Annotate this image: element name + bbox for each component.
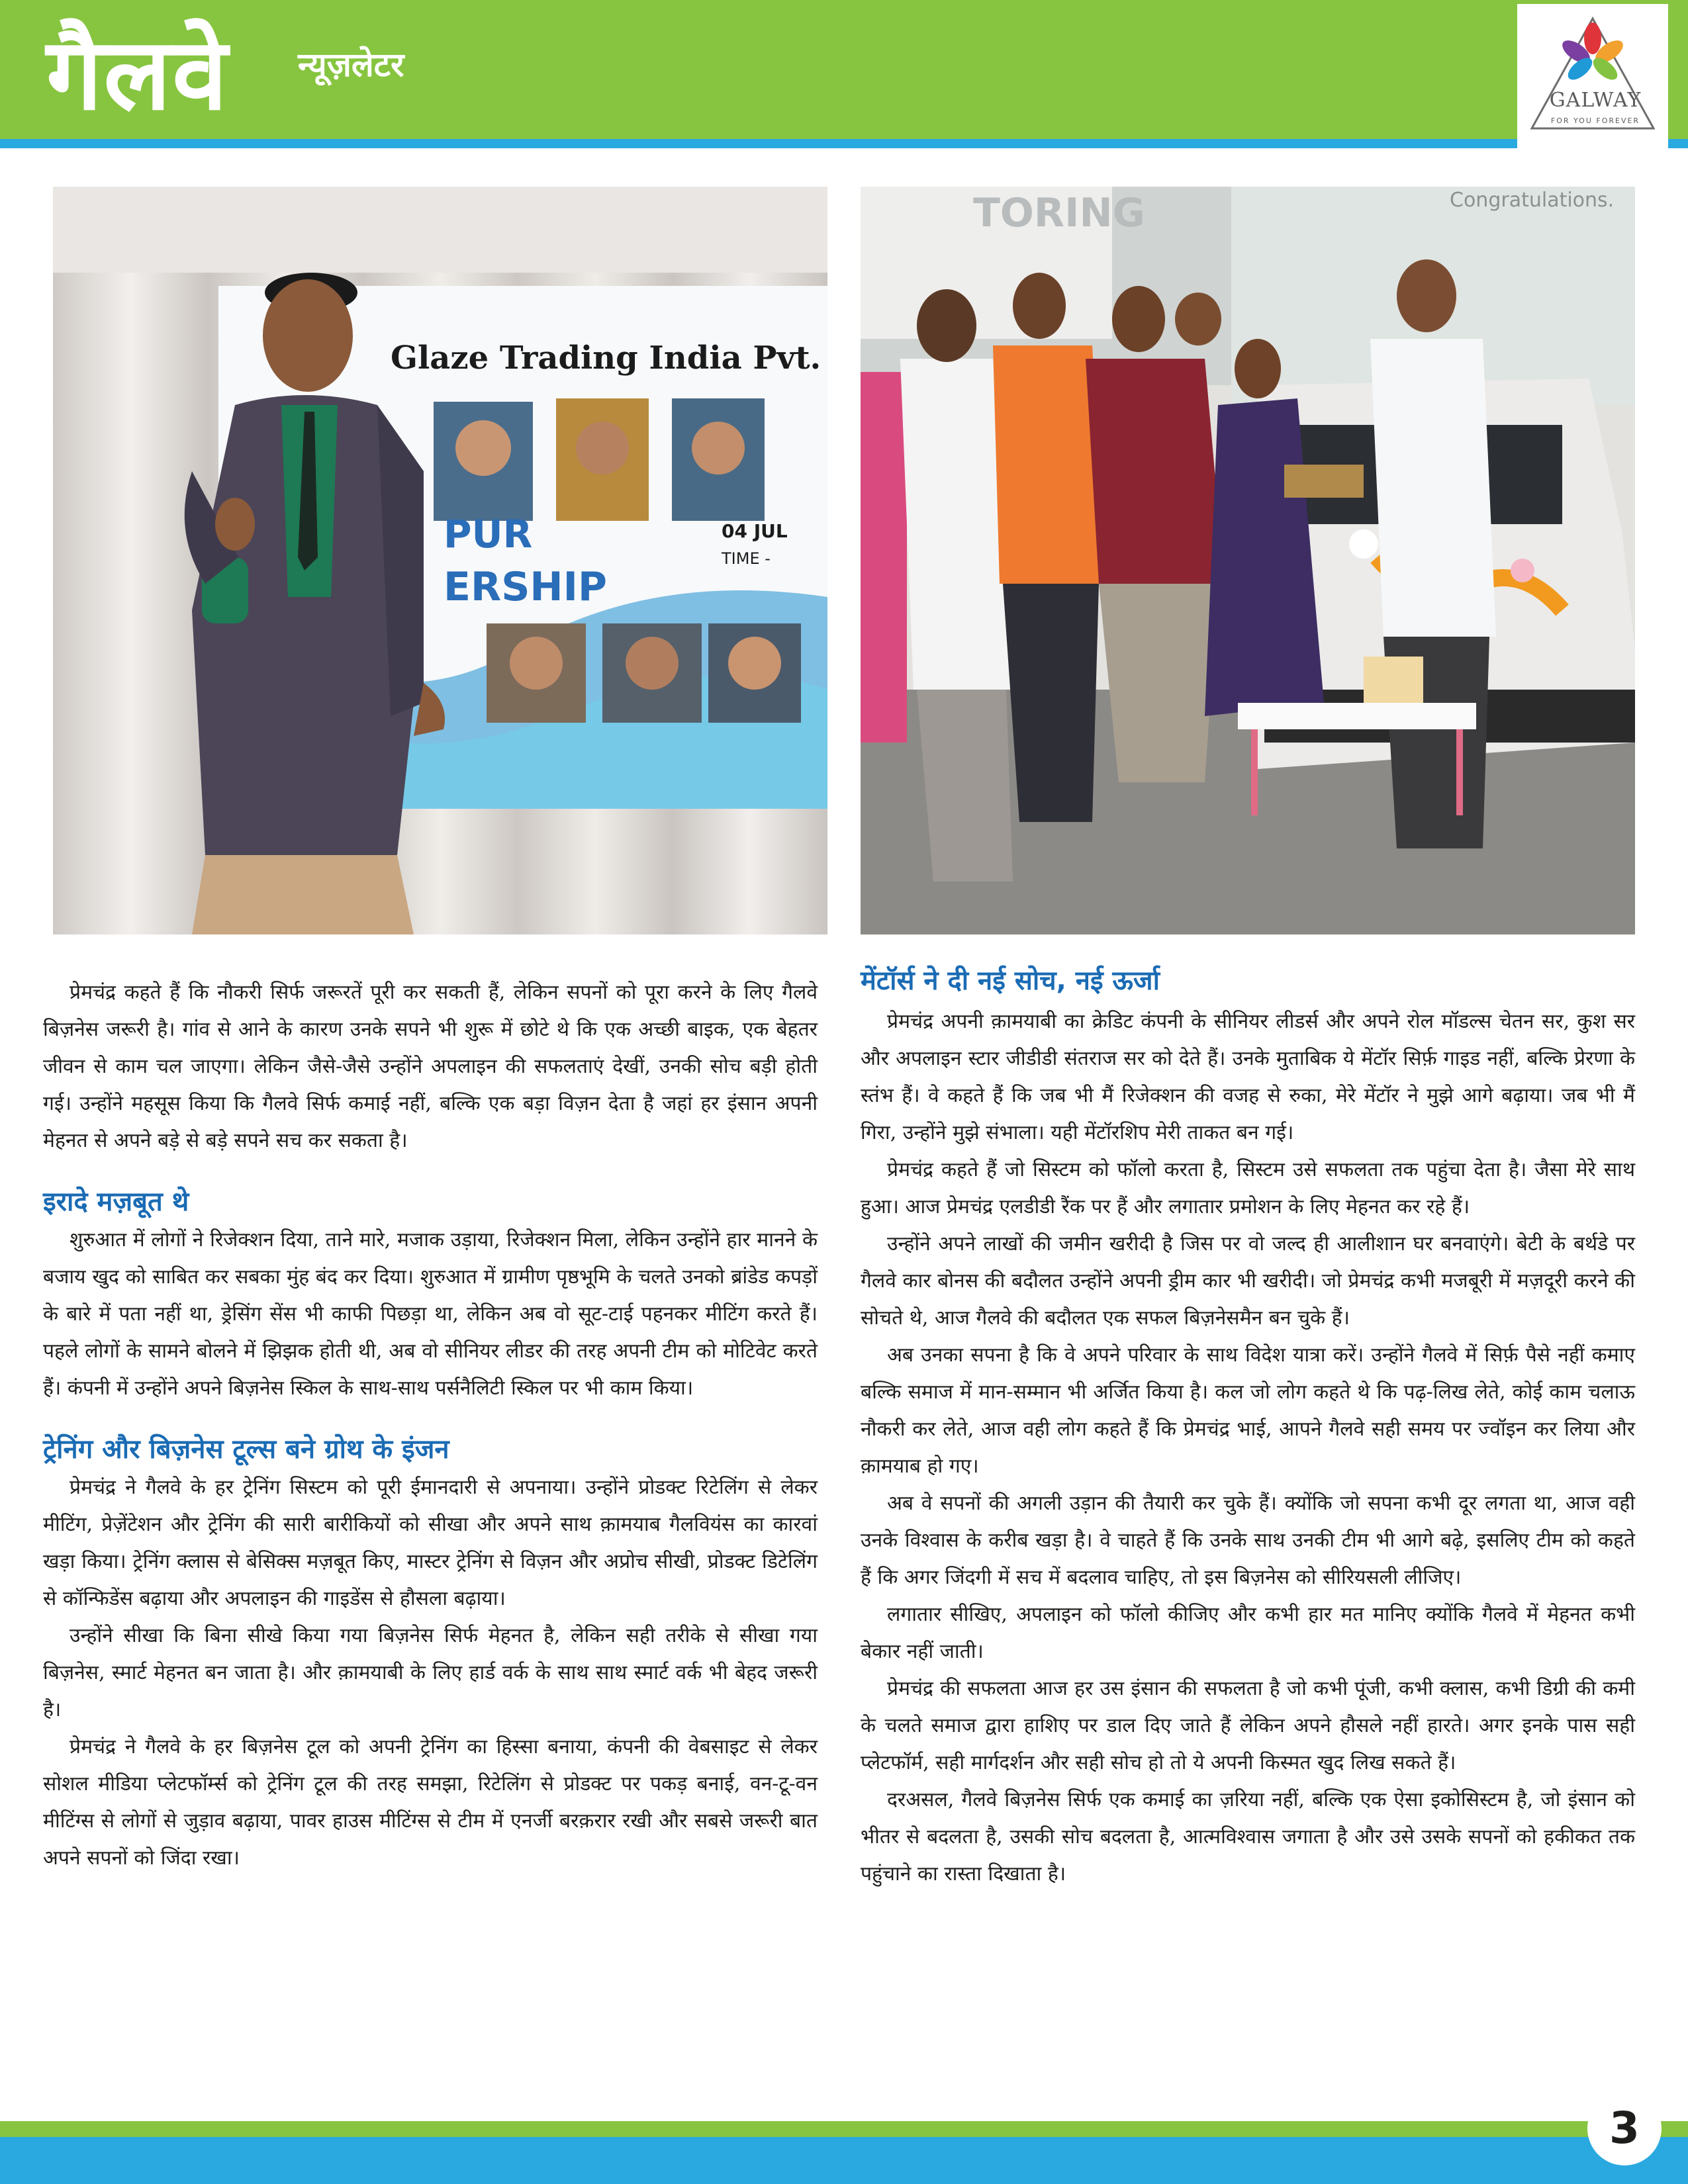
- section-heading-training-tools: ट्रेनिंग और बिज़नेस टूल्स बने ग्रोथ के इंजन: [43, 1434, 449, 1465]
- logo-name: GALWAY: [1549, 89, 1642, 112]
- paragraph-ecosystem: दरअसल, गैलवे बिज़नेस सिर्फ एक कमाई का ज़रिया नहीं, बल्कि एक ऐसा इकोसिस्टम है, जो इंसान को भीतर से बदलता है, उसकी सोच बदलता है, आत्मविश्वास जगाता है और उसे उसके सपनों को हकीकत तक पहुंचाने का रास्ता दिखाता है।: [861, 1788, 1635, 1886]
- masthead-title: गैलवे: [46, 17, 229, 132]
- left-column: [43, 974, 818, 1877]
- right-column: [861, 961, 1635, 1893]
- banner-word-2: ERSHIP: [444, 564, 607, 610]
- banner-word-1: PUR: [444, 512, 533, 557]
- footer-stripe: [0, 2137, 1688, 2184]
- photo-speaker-at-banner: [53, 187, 827, 934]
- paragraph-business-tools: प्रेमचंद्र ने गैलवे के हर बिज़नेस टूल को अपनी ट्रेनिंग का हिस्सा बनाया, कंपनी की वेबसाइट से लेकर सोशल मीडिया प्लेटफॉर्म्स को ट्रेनिंग टूल की तरह समझा, रिटेलिंग से प्रोडक्ट पर पकड़ बनाई, वन-टू-वन मीटिंग्स से लोगों से जुड़ाव बढ़ाया, पावर हाउस मीटिंग्स से टीम में एनर्जी बरक़रार रखी और सबसे जरूरी बात अपने सपनों को जिंदा रखा।: [43, 1735, 818, 1870]
- paragraph-mentors: प्रेमचंद्र अपनी क़ामयाबी का क्रेडिट कंपनी के सीनियर लीडर्स और अपने रोल मॉडल्स चेतन सर, कुश सर और अपलाइन स्टार जीडीडी संतराज सर को देते हैं। उनके मुताबिक ये मेंटॉर सिर्फ़ गाइड नहीं, बल्कि प्रेरणा के स्तंभ हैं। वे कहते हैं कि जब भी मैं रिजेक्शन की वजह से रुका, मेरे मेंटॉर ने मुझे आगे बढ़ाया। जब भी मैं गिरा, उन्होंने मुझे संभाला। यही मेंटॉरशिप मेरी ताकत बन गई।: [861, 1010, 1635, 1144]
- banner-title: Glaze Trading India Pvt.: [391, 340, 821, 377]
- logo-tagline: FOR YOU FOREVER: [1550, 116, 1640, 125]
- galway-logo-icon: [1517, 4, 1668, 148]
- congrats-text: Congratulations.: [1450, 189, 1615, 212]
- paragraph-keep-learning: लगातार सीखिए, अपलाइन को फॉलो कीजिए और कभी हार मत मानिए क्योंकि गैलवे में मेहनत कभी बेकार नहीं जाती।: [861, 1603, 1635, 1663]
- paragraph-smart-work: उन्होंने सीखा कि बिना सीखे किया गया बिज़नेस सिर्फ मेहनत है, लेकिन सही तरीके से सीखा गया बिज़नेस, स्मार्ट मेहनत बन जाता है। और क़ामयाबी के लिए हार्ड वर्क के साथ साथ स्मार्ट वर्क भी बेहद जरूरी है।: [43, 1624, 818, 1721]
- photo-car-delivery: [861, 187, 1635, 934]
- paragraph-system: प्रेमचंद्र कहते हैं जो सिस्टम को फॉलो करता है, सिस्टम उसे सफलता तक पहुंचा देता है। जैसा मेरे साथ हुआ। आज प्रेमचंद्र एलडीडी रैंक पर हैं और लगातार प्रमोशन के लिए मेहनत कर रहे हैं।: [861, 1158, 1635, 1218]
- paragraph-travel-dream: अब उनका सपना है कि वे अपने परिवार के साथ विदेश यात्रा करें। उन्होंने गैलवे में सिर्फ़ पैसे नहीं कमाए बल्कि समाज में मान-सम्मान भी अर्जित किया है। कल जो लोग कहते थे कि पढ़-लिख लेते, कोई काम चलाऊ नौकरी कर लेते, आज वही लोग कहते हैं कि प्रेमचंद्र भाई, आपने गैलवे सही समय पर ज्वॉइन कर लिया और क़ामयाब हो गए।: [861, 1343, 1635, 1478]
- banner-date: 04 JUL: [722, 520, 788, 542]
- footer-band: [0, 2121, 1688, 2137]
- header-band: [0, 0, 1688, 139]
- banner-time: TIME -: [722, 549, 771, 568]
- masthead-subtitle: न्यूज़लेटर: [298, 46, 404, 84]
- paragraph-next-flight: अब वे सपनों की अगली उड़ान की तैयारी कर चुके हैं। क्योंकि जो सपना कभी दूर लगता था, आज वही उनके विश्वास के करीब खड़ा है। वे चाहते हैं कि उनके साथ उनकी टीम भी आगे बढ़े, इसलिए टीम को कहते हैं कि अगर जिंदगी में सच में बदलाव चाहिए, तो इस बिज़नेस को सीरियसली लीजिए।: [861, 1492, 1635, 1589]
- intro-paragraph: प्रेमचंद्र कहते हैं कि नौकरी सिर्फ जरूरतें पूरी कर सकती हैं, लेकिन सपनों को पूरा करने के लिए गैलवे बिज़नेस जरूरी है। गांव से आने के कारण उनके सपने भी शुरू में छोटे थे कि एक अच्छी बाइक, एक बेहतर जीवन से काम चल जाएगा। लेकिन जैसे-जैसे उन्होंने अपलाइन की सफलताएं देखीं, उनकी सोच बड़ी होती गई। उन्होंने महसूस किया कि गैलवे सिर्फ कमाई नहीं, बल्कि एक बड़ा विज़न देता है जहां हर इंसान अपनी मेहनत से अपने बड़े से बड़े सपने सच कर सकता है।: [43, 981, 818, 1152]
- galway-logo: [1517, 4, 1668, 148]
- page-number: 3: [1587, 2091, 1662, 2165]
- section-heading-determination: इरादे मज़बूत थे: [43, 1187, 189, 1217]
- showroom-sign: TORING: [973, 190, 1145, 236]
- paragraph-training: प्रेमचंद्र ने गैलवे के हर ट्रेनिंग सिस्टम को पूरी ईमानदारी से अपनाया। उन्होंने प्रोडक्ट रिटेलिंग से लेकर मीटिंग, प्रेज़ेंटेशन और ट्रेनिंग की सारी बारीकियों को सीखा और अपने साथ क़ामयाब गैलवियंस का कारवां खड़ा किया। ट्रेनिंग क्लास से बेसिक्स मज़बूत किए, मास्टर ट्रेनिंग से विज़न और अप्रोच सीखी, प्रोडक्ट डिटेलिंग से कॉन्फिडेंस बढ़ाया और अपलाइन की गाइडेंस से हौसला बढ़ाया।: [43, 1476, 818, 1610]
- section-heading-mentors: मेंटॉर्स ने दी नई सोच, नई ऊर्जा: [861, 966, 1160, 996]
- paragraph-determination: शुरुआत में लोगों ने रिजेक्शन दिया, ताने मारे, मजाक उड़ाया, रिजेक्शन मिला, लेकिन उन्होंने हार मानने के बजाय खुद को साबित कर सबका मुंह बंद कर दिया। शुरुआत में ग्रामीण पृष्ठभूमि के चलते उनको ब्रांडेड कपड़ों के बारे में पता नहीं था, ड्रेसिंग सेंस भी काफी पिछड़ा था, लेकिन अब वो सूट-टाई पहनकर मीटिंग करते हैं। पहले लोगों के सामने बोलने में झिझक होती थी, अब वो सीनियर लीडर की तरह अपनी टीम को मोटिवेट करते हैं। कंपनी में उन्होंने अपने बिज़नेस स्किल के साथ-साथ पर्सनैलिटी स्किल पर भी काम किया।: [43, 1228, 818, 1400]
- header-stripe: [0, 139, 1688, 148]
- paragraph-success: प्रेमचंद्र की सफलता आज हर उस इंसान की सफलता है जो कभी पूंजी, कभी क्लास, कभी डिग्री की कमी के चलते समाज द्वारा हाशिए पर डाल दिए जाते हैं लेकिन अपने हौसले नहीं हारते। अगर इनके पास सही प्लेटफॉर्म, सही मार्गदर्शन और सही सोच हो तो ये अपनी किस्मत खुद लिख सकते हैं।: [861, 1677, 1635, 1774]
- paragraph-dream-car: उन्होंने अपने लाखों की जमीन खरीदी है जिस पर वो जल्द ही आलीशान घर बनवाएंगे। बेटी के बर्थडे पर गैलवे कार बोनस की बदौलत उन्होंने अपनी ड्रीम कार भी खरीदी। जो प्रेमचंद्र कभी मजबूरी में मज़दूरी करने की सोचते थे, आज गैलवे की बदौलत एक सफल बिज़नेसमैन बन चुके हैं।: [861, 1232, 1636, 1330]
